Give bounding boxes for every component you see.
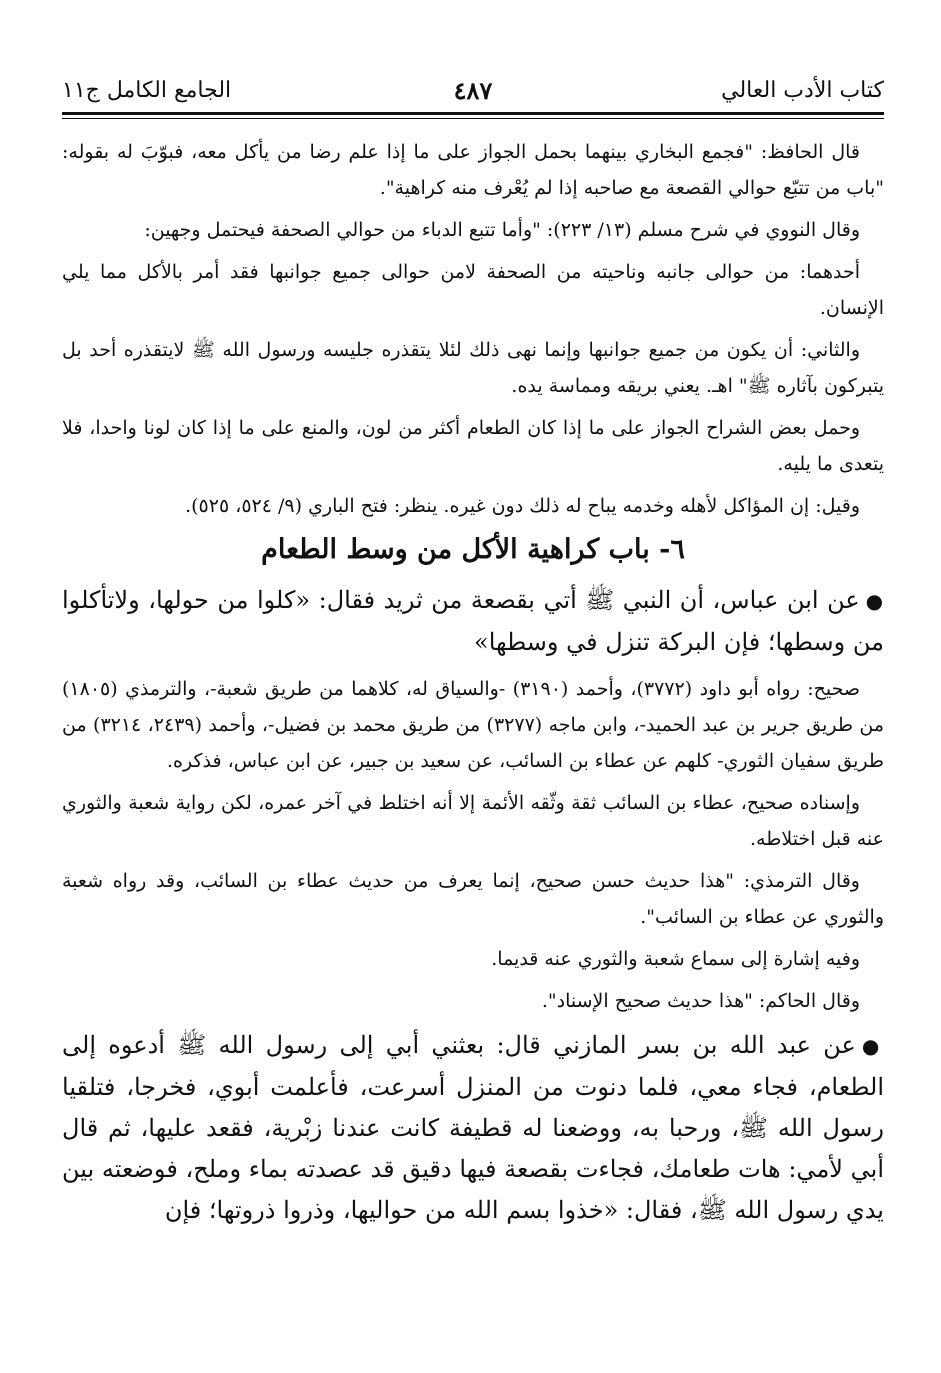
header-rule-thick [62, 112, 884, 115]
takhrij-paragraph: صحيح: رواه أبو داود (٣٧٧٢)، وأحمد (٣١٩٠) -والسياق له، كلاهما من طريق شعبة-، والترمذي (١٨٠٥) من طريق جرير بن عبد الحميد-، وابن ماجه (٣٢٧٧) من طريق محمد بن فضيل-، وأحمد (٢٤٣٩، ٣٢١٤) من طريق سفيان الثوري- كلهم عن عطاء بن السائب، عن سعيد بن جبير، عن ابن عباس، فذكره. [62, 678, 885, 772]
takhrij-paragraph: وقال الترمذي: "هذا حديث حسن صحيح، إنما يعرف من حديث عطاء بن السائب، وقد رواه شعبة والثوري عن عطاء بن السائب". [62, 870, 884, 928]
note-paragraph: وقيل: إن المؤاكل لأهله وخدمه يباح له ذلك دون غيره. ينظر: فتح الباري (٩/ ٥٢٤، ٥٢٥). [185, 495, 860, 517]
note-paragraph: وحمل بعض الشراح الجواز على ما إذا كان الطعام أكثر من لون، والمنع على ما إذا كان لونا واحدا، فلا يتعدى ما يليه. [62, 417, 884, 475]
book-title: كتاب الأدب العالي [721, 78, 884, 103]
hadith-body: عن عبد الله بن بسر المازني قال: بعثني أبي إلى رسول الله ﷺ أدعوه إلى الطعام، فجاء معي، فلما دنوت من المنزل أسرعت، فأعلمت أبوي، فخرجا، فتلقيا رسول الله ﷺ، ورحبا به، ووضعنا له قطيفة كانت عندنا زبْرية، فقعد عليها، ثم قال أبي لأمي: هات طعامك، فجاءت بقصعة فيها دقيق قد عصدته بماء وملح، فوضعته بين يدي رسول الله ﷺ، فقال: «خذوا بسم الله من حواليها، وذروا ذروتها؛ فإن [62, 1031, 884, 1224]
bullet-icon: ● [861, 1034, 885, 1058]
page-header [62, 74, 884, 114]
section-heading: ٦- باب كراهية الأكل من وسط الطعام [261, 534, 685, 565]
hadith-body: عن ابن عباس، أن النبي ﷺ أتي بقصعة من ثريد فقال: «كلوا من حولها، ولاتأكلوا من وسطها؛ فإن البركة تنزل في وسطها» [62, 586, 884, 656]
takhrij-paragraph: وقال الحاكم: "هذا حديث صحيح الإسناد". [541, 990, 860, 1012]
note-paragraph: قال الحافظ: "فجمع البخاري بينهما بحمل الجواز على ما إذا علم رضا من يأكل معه، فبوّبَ له بقوله: "باب من تتبّع حوالي القصعة مع صاحبه إذا لم يُعْرف منه كراهية". [62, 141, 884, 199]
header-rule-thin [62, 118, 884, 119]
takhrij-paragraph: وفيه إشارة إلى سماع شعبة والثوري عنه قديما. [491, 948, 860, 970]
takhrij-paragraph: وإسناده صحيح، عطاء بن السائب ثقة وثّقه الأئمة إلا أنه اختلط في آخر عمره، لكن رواية شعبة والثوري عنه قبل اختلاطه. [62, 792, 884, 850]
note-paragraph: أحدهما: من حوالى جانبه وناحيته من الصحفة لامن حوالى جميع جوانبها فقد أمر بالأكل مما يلي الإنسان. [62, 261, 884, 319]
hadith-text [62, 580, 884, 663]
hadith-text [62, 1025, 884, 1231]
bullet-icon: ● [865, 589, 884, 613]
page-number: ٤٨٧ [453, 76, 493, 105]
volume-title: الجامع الكامل ج١١ [62, 78, 232, 103]
note-paragraph: وقال النووي في شرح مسلم (١٣/ ٢٢٣): "وأما تتبع الدباء من حوالي الصحفة فيحتمل وجهين: [144, 219, 860, 241]
page-body [62, 134, 884, 1239]
note-paragraph: والثاني: أن يكون من جميع جوانبها وإنما نهى ذلك لئلا يتقذره جليسه ورسول الله ﷺ لايتقذره أحد بل يتبركون بآثاره ﷺ" اهـ. يعني بريقه ومماسة يده. [62, 339, 884, 397]
